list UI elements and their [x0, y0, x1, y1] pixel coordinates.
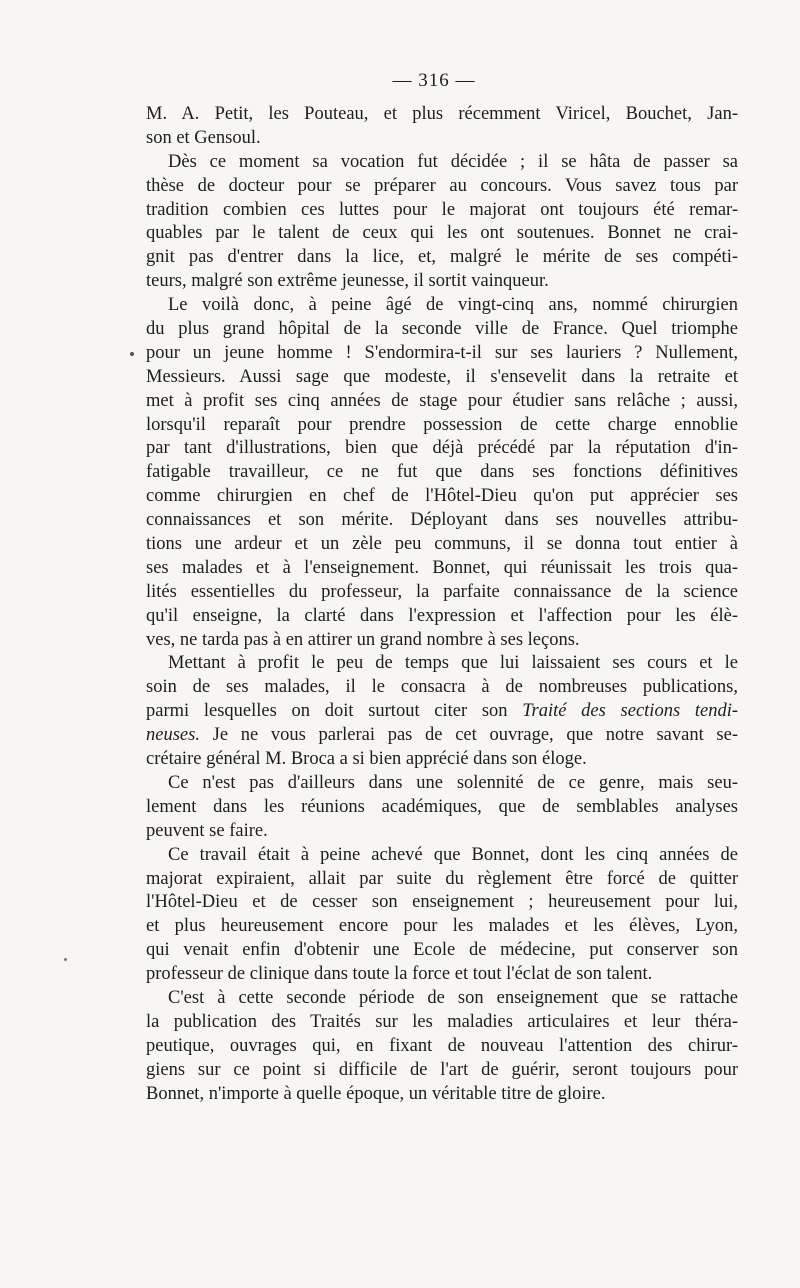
text-line: son et Gensoul. — [146, 127, 261, 148]
text-line: soin de ses malades, il le consacra à de nombreuses publications, — [146, 677, 738, 698]
text-line: et plus heureusement encore pour les malades et les élèves, Lyon, — [146, 916, 738, 937]
text-line: lorsqu'il reparaît pour prendre possession de cette charge ennoblie — [146, 414, 738, 435]
body-text — [146, 103, 738, 1106]
text-line: lités essentielles du professeur, la parfaite connaissance de la science — [146, 581, 738, 602]
text-line: pour un jeune homme ! S'endormira-t-il sur ses lauriers ? Nullement, — [146, 342, 738, 363]
text-line: C'est à cette seconde période de son enseignement que se rattache — [168, 987, 738, 1008]
text-line: gnit pas d'entrer dans la lice, et, malgré le mérite de ses compéti- — [146, 247, 738, 268]
text-line: la publication des Traités sur les maladies articulaires et leur théra- — [146, 1011, 738, 1032]
text-line: tions une ardeur et un zèle peu communs, il se donna tout entier à — [146, 534, 738, 555]
text-line: ses malades et à l'enseignement. Bonnet, qui réunissait les trois qua- — [146, 557, 738, 578]
text-line: Ce travail était à peine achevé que Bonnet, dont les cinq années de — [168, 844, 738, 865]
text-line: quables par le talent de ceux qui les ont soutenues. Bonnet ne crai- — [146, 223, 738, 244]
text-line: Dès ce moment sa vocation fut décidée ; il se hâta de passer sa — [168, 151, 738, 172]
text-line: peuvent se faire. — [146, 820, 268, 841]
text-line: M. A. Petit, les Pouteau, et plus récemment Viricel, Bouchet, Jan- — [146, 104, 738, 124]
text-line: crétaire général M. Broca a si bien apprécié dans son éloge. — [146, 749, 587, 770]
text-line: peutique, ouvrages qui, en fixant de nouveau l'attention des chirur- — [146, 1035, 738, 1056]
text-line: ves, ne tarda pas à en attirer un grand nombre à ses leçons. — [146, 629, 580, 650]
text-line: par tant d'illustrations, bien que déjà précédé par la réputation d'in- — [146, 438, 738, 459]
text-line: Messieurs. Aussi sage que modeste, il s'ensevelit dans la retraite et — [146, 366, 738, 387]
text-line: fatigable travailleur, ce ne fut que dans ses fonctions définitives — [146, 462, 738, 483]
text-line: qui venait enfin d'obtenir une Ecole de médecine, put conserver son — [146, 940, 738, 961]
text-line: Ce n'est pas d'ailleurs dans une solennité de ce genre, mais seu- — [168, 772, 738, 793]
text-line: du plus grand hôpital de la seconde ville de France. Quel triomphe — [146, 319, 738, 340]
text-line: qu'il enseigne, la clarté dans l'expression et l'affection pour les élè- — [146, 605, 738, 626]
text-line: neuses. Je ne vous parlerai pas de cet ouvrage, que notre savant se- — [146, 725, 738, 746]
text-line: met à profit ses cinq années de stage pour étudier sans relâche ; aussi, — [146, 390, 738, 411]
text-line: comme chirurgien en chef de l'Hôtel-Dieu qu'on put apprécier ses — [146, 486, 738, 507]
text-line: teurs, malgré son extrême jeunesse, il sortit vainqueur. — [146, 271, 549, 292]
ink-speck — [130, 352, 134, 356]
text-line: majorat expiraient, allait par suite du règlement être forcé de quitter — [146, 868, 738, 889]
text-line: thèse de docteur pour se préparer au concours. Vous savez tous par — [146, 175, 738, 196]
text-line: giens sur ce point si difficile de l'art de guérir, seront toujours pour — [146, 1059, 738, 1080]
text-line: Bonnet, n'importe à quelle époque, un véritable titre de gloire. — [146, 1083, 606, 1104]
page-number: — 316 — — [392, 70, 476, 91]
text-line: parmi lesquelles on doit surtout citer son Traité des sections tendi- — [146, 701, 738, 722]
text-line: Mettant à profit le peu de temps que lui laissaient ses cours et le — [168, 653, 738, 674]
text-line: professeur de clinique dans toute la force et tout l'éclat de son talent. — [146, 964, 653, 985]
text-line: Le voilà donc, à peine âgé de vingt-cinq ans, nommé chirurgien — [168, 295, 738, 316]
text-line: lement dans les réunions académiques, que de semblables analyses — [146, 796, 738, 817]
text-line: tradition combien ces luttes pour le majorat ont toujours été remar- — [146, 199, 738, 220]
text-line: l'Hôtel-Dieu et de cesser son enseignement ; heureusement pour lui, — [146, 892, 738, 913]
ink-speck — [64, 958, 67, 961]
text-line: connaissances et son mérite. Déployant dans ses nouvelles attribu- — [146, 510, 738, 531]
